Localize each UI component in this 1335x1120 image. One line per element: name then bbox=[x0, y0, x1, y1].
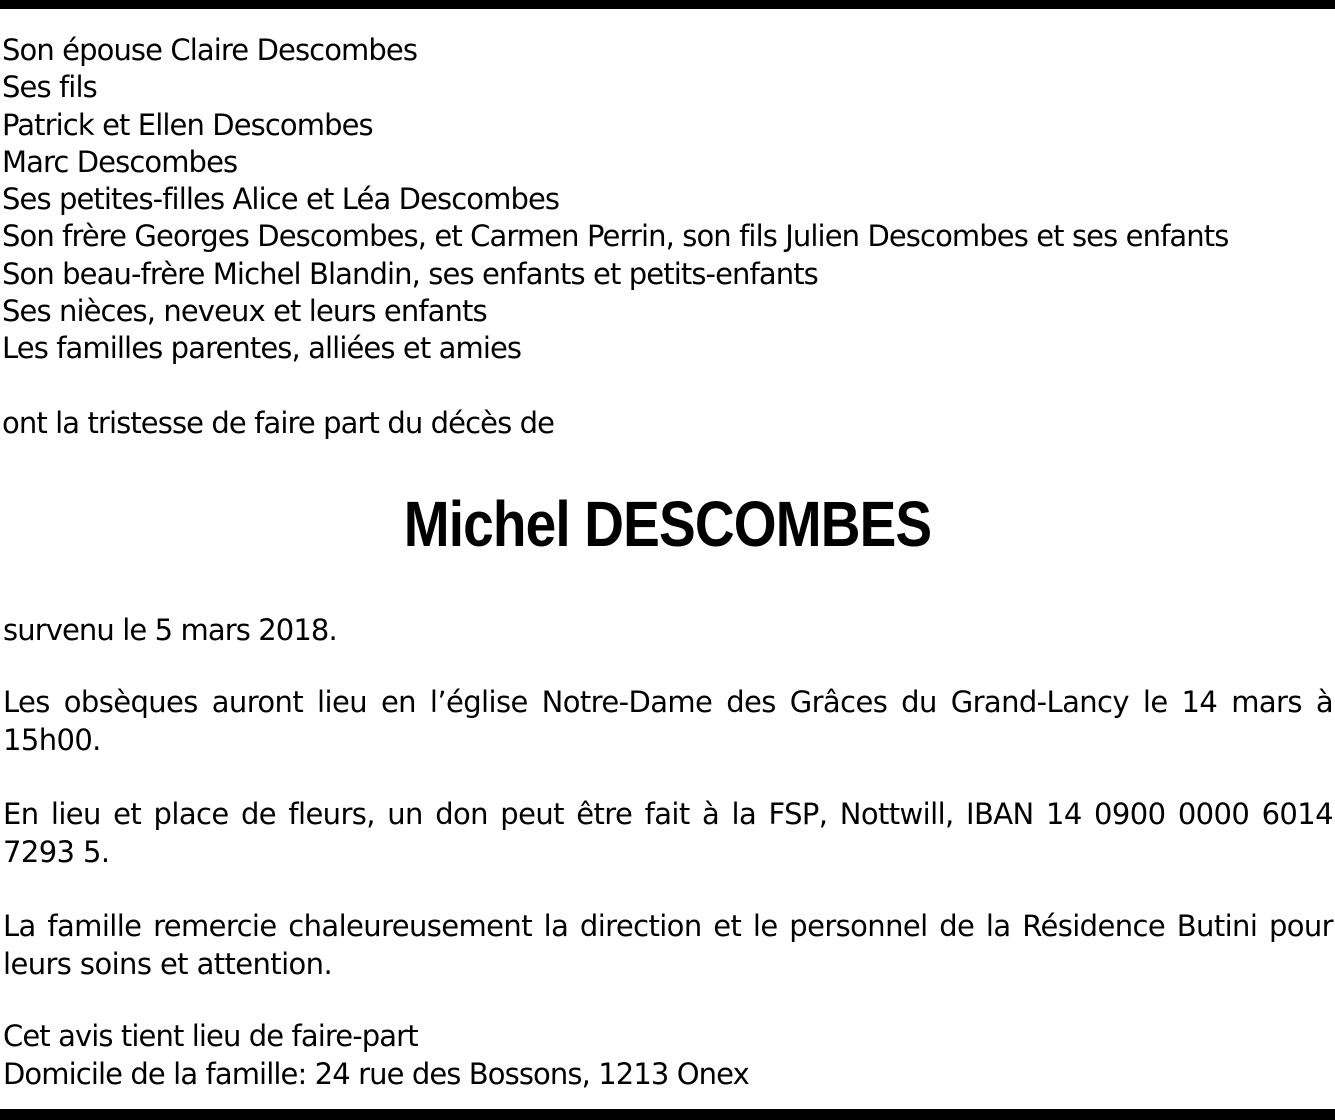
mourner-line: Patrick et Ellen Descombes bbox=[2, 107, 373, 142]
date-of-death: survenu le 5 mars 2018. bbox=[3, 613, 337, 647]
mourner-line: Son épouse Claire Descombes bbox=[2, 33, 418, 67]
top-border-rule bbox=[0, 0, 1335, 9]
deceased-name: Michel DESCOMBES bbox=[403, 488, 932, 560]
family-address: Domicile de la famille: 24 rue des Bossons, 1213 Onex bbox=[3, 1056, 749, 1091]
thanks-paragraph: La famille remercie chaleureusement la direction et le personnel de la Résidence Butini pour leurs soins et attention. bbox=[3, 909, 1333, 981]
announcement-text: ont la tristesse de faire part du décès de bbox=[2, 406, 555, 440]
mourner-line: Ses petites-filles Alice et Léa Descombes bbox=[2, 182, 560, 217]
mourner-line: Les familles parentes, alliées et amies bbox=[2, 331, 522, 366]
closing-notice: Cet avis tient lieu de faire-part bbox=[3, 1019, 418, 1053]
funeral-paragraph: Les obsèques auront lieu en l’église Notre-Dame des Grâces du Grand-Lancy le 14 mars à 15h00. bbox=[3, 685, 1333, 757]
bottom-border-rule bbox=[0, 1109, 1335, 1120]
mourner-line: Son frère Georges Descombes, et Carmen Perrin, son fils Julien Descombes et ses enfants bbox=[2, 219, 1229, 254]
mourner-line: Ses nièces, neveux et leurs enfants bbox=[2, 294, 487, 329]
mourner-line: Son beau-frère Michel Blandin, ses enfants et petits-enfants bbox=[2, 256, 818, 291]
mourners-list bbox=[2, 32, 1332, 368]
mourner-line: Ses fils bbox=[2, 70, 97, 105]
closing-block bbox=[3, 1018, 1333, 1093]
donation-paragraph: En lieu et place de fleurs, un don peut être fait à la FSP, Nottwill, IBAN 14 0900 0000 6014 7293 5. bbox=[3, 797, 1333, 869]
mourner-line: Marc Descombes bbox=[2, 144, 238, 179]
